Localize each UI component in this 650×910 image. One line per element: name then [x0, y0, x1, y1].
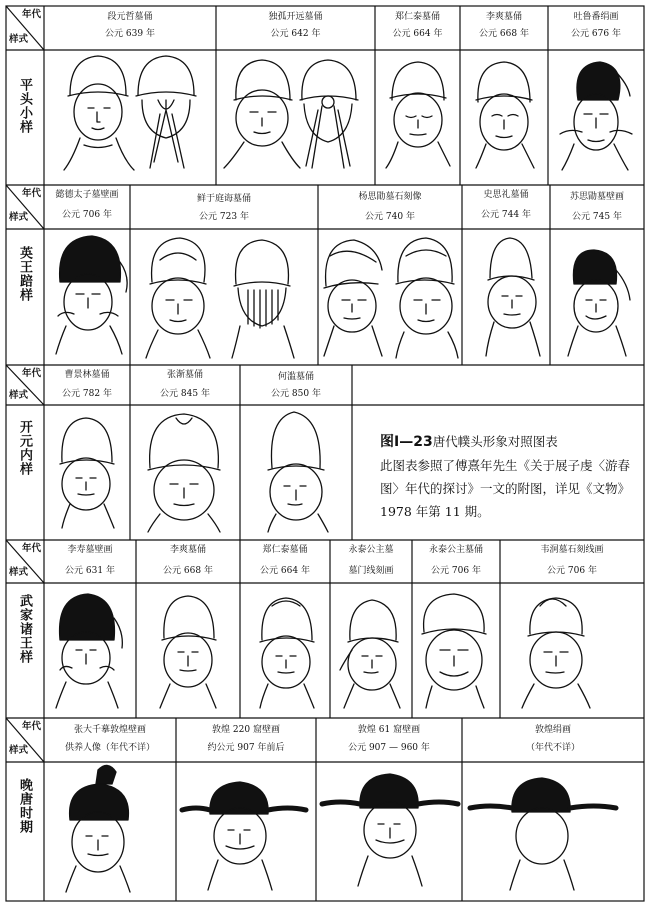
head-caojinglin: [60, 418, 114, 528]
head-yangsixu-right: [396, 238, 458, 358]
head-yangsixu-left: [324, 240, 382, 356]
head-turfan-painting: [560, 62, 632, 170]
head-lishuang-front: [476, 62, 534, 168]
cell-date: 公元 676 年: [571, 29, 621, 39]
cell-label: 李寿墓壁画: [67, 545, 113, 555]
cell-label: 敦煌 61 窟壁画: [357, 725, 421, 735]
head-late-tang-2: [182, 782, 306, 890]
head-shisili: [486, 238, 540, 356]
cell-label: 史思礼墓俑: [483, 190, 529, 200]
header-yang-shi-4: 样式: [9, 567, 29, 578]
cell-date: 公元 668 年: [479, 29, 529, 39]
head-xianyu-back: [232, 240, 294, 358]
cell-label: 永泰公主墓: [348, 545, 394, 555]
header-yang-shi-2: 样式: [9, 212, 29, 223]
figure-caption: [380, 430, 632, 523]
cell-date: （年代不详）: [525, 743, 580, 753]
cell-date: 公元 706 年: [62, 210, 112, 220]
cell-date: 公元 845 年: [160, 389, 210, 399]
caption-label: 图Ⅰ—23: [380, 434, 433, 450]
cell-date: 公元 639 年: [105, 29, 155, 39]
head-yongtai-engraving: [340, 600, 400, 708]
header-yang-shi-5: 样式: [9, 745, 29, 756]
cell-label: 敦煌 220 窟壁画: [212, 725, 280, 735]
header-nian-dai-2: 年代: [22, 188, 42, 199]
cell-label: 段元哲墓俑: [107, 12, 153, 22]
cell-label: 何滥墓俑: [277, 372, 314, 382]
head-xianyu-front: [146, 238, 210, 358]
cell-label: 独孤开远墓俑: [268, 12, 323, 22]
head-yide-painting: [56, 236, 127, 354]
row-name-pingtou: 平头小样: [17, 78, 32, 134]
cell-date: 公元 740 年: [365, 212, 415, 222]
header-yang-shi-3: 样式: [9, 390, 29, 401]
head-dugu-back: [300, 60, 358, 168]
head-duan-front: [64, 56, 134, 170]
header-yang-shi-1: 样式: [9, 34, 29, 45]
head-lishou-painting: [56, 594, 122, 708]
header-nian-dai-5: 年代: [22, 721, 42, 732]
cell-date: 公元 723 年: [199, 212, 249, 222]
head-zheng-front: [386, 62, 450, 168]
cell-label: 敦煌绢画: [534, 725, 571, 735]
cell-date: 公元 745 年: [572, 212, 622, 222]
cell-date: 墓门线刻画: [348, 566, 394, 576]
cell-label: 鲜于庭诲墓俑: [196, 194, 251, 204]
cell-label: 张渐墓俑: [166, 370, 203, 380]
cell-date: 约公元 907 年前后: [207, 743, 285, 753]
cell-label: 杨思勖墓石刻像: [358, 192, 422, 202]
row-name-wantang: 晚唐时期: [17, 778, 32, 834]
cell-date: 公元 706 年: [431, 566, 481, 576]
head-zhangjian: [148, 414, 220, 532]
cell-label: 曹景林墓俑: [64, 370, 110, 380]
cell-date: 公元 850 年: [271, 389, 321, 399]
cell-date: 公元 668 年: [163, 566, 213, 576]
header-nian-dai-3: 年代: [22, 368, 42, 379]
head-yongtai-figurine: [422, 594, 486, 708]
cell-label: 苏思勖墓壁画: [569, 192, 624, 202]
cell-label: 懿德太子墓壁画: [55, 190, 119, 200]
row-name-kaiyuan: 开元内样: [17, 420, 32, 476]
head-dugu-front: [224, 60, 300, 168]
cell-label: 吐鲁番绢画: [573, 12, 619, 22]
cell-label: 郑仁泰墓俑: [262, 545, 308, 555]
row-name-yingwang: 英王踣样: [17, 246, 32, 302]
header-nian-dai-1: 年代: [22, 9, 42, 20]
cell-date: 公元 664 年: [260, 566, 310, 576]
row-name-wujia: 武家诸王样: [17, 594, 32, 664]
head-lishuang2: [160, 596, 216, 708]
caption-body: 此图表参照了傅熹年先生《关于展子虔〈游春图〉年代的探讨》一文的附图，详见《文物》1978 年第 11 期。: [380, 458, 631, 519]
head-late-tang-4: [470, 778, 616, 890]
cell-date: 公元 706 年: [547, 566, 597, 576]
cell-date: 公元 631 年: [65, 566, 115, 576]
cell-label: 郑仁泰墓俑: [394, 12, 440, 22]
head-late-tang-1: [66, 765, 130, 892]
header-nian-dai-4: 年代: [22, 543, 42, 554]
head-weijiong-engraving: [522, 598, 590, 708]
cell-date: 公元 782 年: [62, 389, 112, 399]
cell-date: 供养人像（年代不详）: [64, 743, 155, 753]
cell-label: 韦泂墓石刻线画: [540, 545, 604, 555]
head-late-tang-3: [322, 774, 458, 886]
head-zhengrentai2: [260, 598, 314, 708]
cell-label: 永泰公主墓俑: [428, 545, 483, 555]
head-susixu-painting: [568, 250, 630, 356]
cell-date: 公元 642 年: [270, 29, 321, 39]
cell-date: 公元 744 年: [481, 210, 531, 220]
cell-date: 公元 907 — 960 年: [348, 743, 430, 753]
cell-label: 张大千摹敦煌壁画: [73, 725, 146, 735]
head-helan: [268, 412, 328, 532]
cell-label: 李爽墓俑: [169, 545, 206, 555]
cell-label: 李爽墓俑: [485, 12, 522, 22]
cell-date: 公元 664 年: [392, 29, 443, 39]
head-duan-back: [136, 56, 196, 168]
caption-title: 唐代幞头形象对照图表: [432, 434, 558, 449]
